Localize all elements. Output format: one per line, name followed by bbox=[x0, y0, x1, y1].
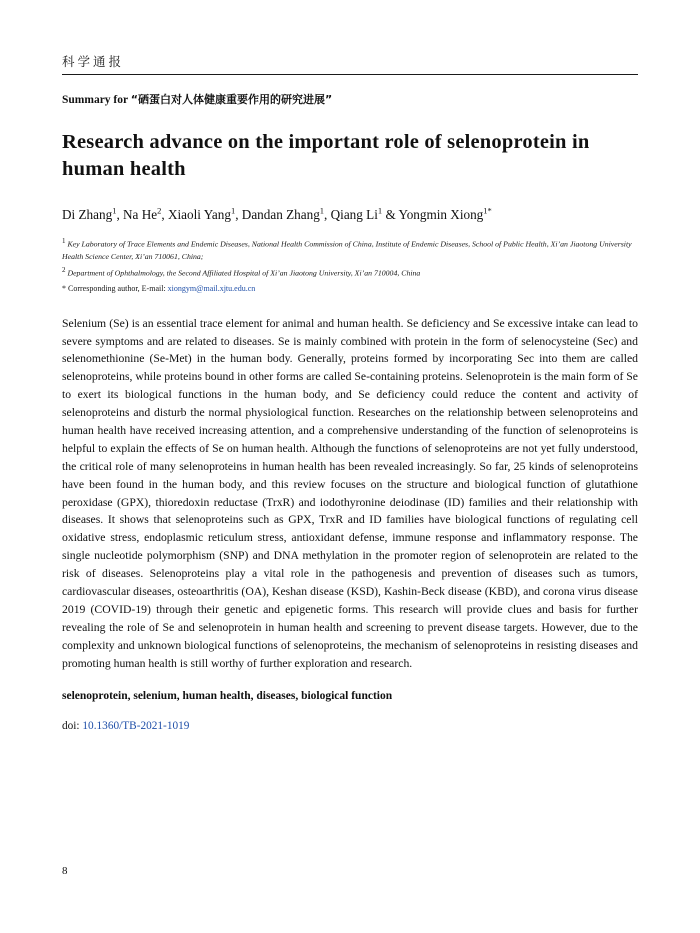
author-name: Qiang Li bbox=[330, 206, 378, 222]
affiliation-number: 2 bbox=[62, 266, 66, 275]
journal-masthead: 科学通报 bbox=[62, 54, 125, 69]
author-name: Dandan Zhang bbox=[241, 206, 320, 222]
corresponding-email-link[interactable]: xiongym@mail.xjtu.edu.cn bbox=[167, 283, 256, 293]
keywords-list: selenoprotein, selenium, human health, diseases, biological function bbox=[62, 690, 393, 703]
affiliation-entry bbox=[62, 236, 638, 262]
author-affiliation-marker: 1 bbox=[377, 205, 383, 216]
author-item bbox=[123, 207, 168, 222]
author-separator: & bbox=[382, 206, 399, 222]
author-name: Yongmin Xiong bbox=[398, 206, 484, 222]
author-affiliation-marker: 1* bbox=[483, 205, 492, 216]
author-list bbox=[62, 206, 638, 225]
corresponding-label: * Corresponding author, E-mail: bbox=[62, 283, 168, 293]
page-number: 8 bbox=[62, 865, 68, 877]
corresponding-author-note bbox=[62, 283, 638, 295]
author-separator: , bbox=[235, 206, 242, 222]
doi-label: doi: bbox=[62, 720, 83, 733]
author-item bbox=[331, 207, 399, 222]
summary-prefix: Summary for bbox=[62, 94, 131, 106]
author-item bbox=[62, 207, 123, 222]
author-affiliation-marker: 1 bbox=[319, 205, 325, 216]
author-separator: , bbox=[116, 206, 124, 222]
author-item bbox=[168, 207, 242, 222]
abstract-text: Selenium (Se) is an essential trace element for animal and human health. Se deficiency and Se excessive intake can lead to severe symptoms and are related to diseases. Se is mainly combined with protein in the form of selenocysteine (Sec) and selenomethionine (Se-Met) in the human body. Generally, proteins formed by incorporating Sec into them are called selenoproteins, while proteins bound in other forms are called Se-containing proteins. Selenoprotein is the main form of Se to exert its biological functions in the human body, and Se deficiency could reduce the content and activity of selenoproteins and disturb the normal physiological function. Researches on the relationship between selenoproteins and human health have received increasing attention, and a comprehensive understanding of the function of selenoproteins is helpful to explain the effects of Se on human health. Although the functions of selenoproteins are not yet fully understood, the critical role of many selenoproteins in human health has been revealed increasingly. So far, 25 kinds of selenoproteins have been found in the human body, and this review focuses on the structure and biological function of glutathione peroxidase (GPX), thioredoxin reductase (TrxR) and iodothyronine deiodinase (ID) families and their relationship with diseases. It shows that selenoproteins such as GPX, TrxR and ID families have biological functions of regulating cell oxidative stress, endoplasmic reticulum stress, antioxidant defense, immune response and inflammatory response. The single nucleotide polymorphism (SNP) and DNA methylation in the promoter region of selenoprotein are related to the risk of diseases. Selenoproteins play a vital role in the pathogenesis and prevention of diseases such as tumors, cardiovascular diseases, osteoarthritis (OA), Keshan disease (KSD), Kashin-Beck disease (KBD), and corona virus disease 2019 (COVID-19) through their genetic and epigenetic forms. This research will provide clues and basis for further revealing the role of Se and selenoprotein in human health and screening to prevent disease targets. However, due to the complexity and unknown biological functions of selenoproteins, the mechanism of selenoproteins in resisting diseases and promoting human health is still worthy of further exploration and research. bbox=[62, 316, 638, 670]
author-name: Xiaoli Yang bbox=[167, 206, 231, 222]
author-item bbox=[242, 207, 331, 222]
author-item bbox=[399, 207, 492, 222]
author-affiliation-marker: 1 bbox=[230, 205, 236, 216]
affiliation-text: Department of Ophthalmology, the Second Affiliated Hospital of Xi’an Jiaotong University, Xi’an 710004, China bbox=[67, 268, 421, 278]
author-affiliation-marker: 1 bbox=[112, 205, 117, 216]
author-name: Na He bbox=[123, 206, 158, 222]
doi-line bbox=[62, 720, 638, 732]
affiliation-entry bbox=[62, 265, 638, 279]
affiliation-number: 1 bbox=[62, 237, 66, 246]
page-title: Research advance on the important role of selenoprotein in human health bbox=[62, 131, 590, 181]
author-affiliation-marker: 2 bbox=[157, 205, 162, 216]
author-name: Di Zhang bbox=[62, 206, 113, 222]
doi-link[interactable]: 10.1360/TB-2021-1019 bbox=[82, 720, 190, 733]
summary-chinese-title: “硒蛋白对人体健康重要作用的研究进展” bbox=[130, 93, 333, 106]
author-separator: , bbox=[324, 206, 331, 222]
author-separator: , bbox=[161, 206, 168, 222]
header-divider bbox=[62, 74, 638, 75]
affiliation-text: Key Laboratory of Trace Elements and Endemic Diseases, National Health Commission of China, Institute of Endemic Diseases, School of Public Health, Xi’an Jiaotong University Health Science Center, Xi’an 710061, China; bbox=[62, 239, 632, 261]
summary-line bbox=[62, 91, 638, 107]
